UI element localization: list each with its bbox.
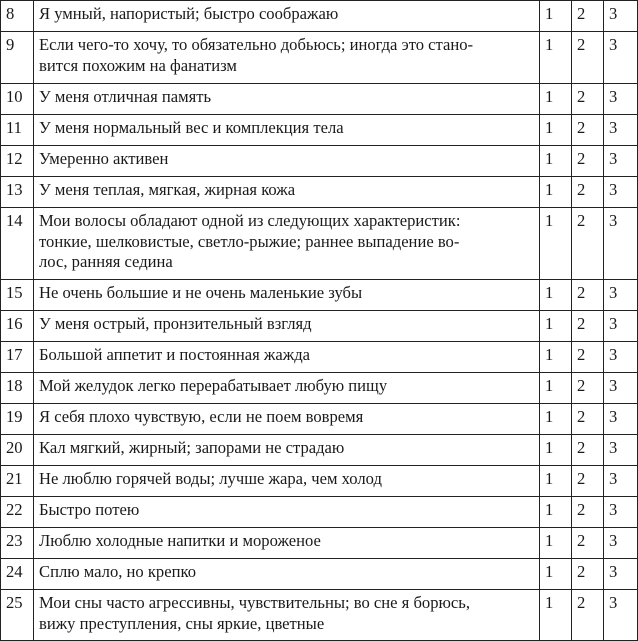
question-number: 12 xyxy=(1,146,34,177)
score-option-1[interactable]: 1 xyxy=(540,342,572,373)
question-text: У меня теплая, мягкая, жирная кожа xyxy=(34,177,540,208)
question-row xyxy=(1,342,638,373)
score-option-1[interactable]: 1 xyxy=(540,32,572,84)
score-option-3[interactable]: 3 xyxy=(604,466,638,497)
question-text: У меня нормальный вес и комплекция тела xyxy=(34,115,540,146)
score-option-1[interactable]: 1 xyxy=(540,466,572,497)
question-text: У меня острый, пронзительный взгляд xyxy=(34,311,540,342)
questionnaire-body xyxy=(1,1,638,641)
score-option-1[interactable]: 1 xyxy=(540,84,572,115)
question-text: Не люблю горячей воды; лучше жара, чем холод xyxy=(34,466,540,497)
question-number: 16 xyxy=(1,311,34,342)
question-row xyxy=(1,115,638,146)
score-option-2[interactable]: 2 xyxy=(572,373,604,404)
question-text: Мои сны часто агрессивны, чувствительны; во сне я борюсь, вижу преступления, сны яркие, цветные xyxy=(34,590,540,641)
question-text: Не очень большие и не очень маленькие зубы xyxy=(34,280,540,311)
question-number: 20 xyxy=(1,435,34,466)
score-option-3[interactable]: 3 xyxy=(604,84,638,115)
score-option-3[interactable]: 3 xyxy=(604,115,638,146)
question-number: 15 xyxy=(1,280,34,311)
score-option-2[interactable]: 2 xyxy=(572,177,604,208)
question-row xyxy=(1,208,638,280)
question-number: 24 xyxy=(1,559,34,590)
question-number: 23 xyxy=(1,528,34,559)
question-text: Мои волосы обладают одной из следующих характеристик: тонкие, шелковистые, светло-рыжие; раннее выпадение во- лос, ранняя седина xyxy=(34,208,540,280)
question-number: 8 xyxy=(1,1,34,32)
score-option-1[interactable]: 1 xyxy=(540,115,572,146)
question-row xyxy=(1,590,638,641)
question-text: Кал мягкий, жирный; запорами не страдаю xyxy=(34,435,540,466)
question-row xyxy=(1,435,638,466)
score-option-3[interactable]: 3 xyxy=(604,311,638,342)
question-number: 14 xyxy=(1,208,34,280)
score-option-1[interactable]: 1 xyxy=(540,528,572,559)
score-option-3[interactable]: 3 xyxy=(604,373,638,404)
question-text: У меня отличная память xyxy=(34,84,540,115)
score-option-3[interactable]: 3 xyxy=(604,32,638,84)
question-row xyxy=(1,1,638,32)
question-text: Мой желудок легко перерабатывает любую пищу xyxy=(34,373,540,404)
score-option-2[interactable]: 2 xyxy=(572,208,604,280)
score-option-2[interactable]: 2 xyxy=(572,311,604,342)
question-row xyxy=(1,146,638,177)
question-text: Большой аппетит и постоянная жажда xyxy=(34,342,540,373)
score-option-3[interactable]: 3 xyxy=(604,280,638,311)
score-option-1[interactable]: 1 xyxy=(540,373,572,404)
score-option-2[interactable]: 2 xyxy=(572,466,604,497)
question-number: 10 xyxy=(1,84,34,115)
question-number: 18 xyxy=(1,373,34,404)
score-option-1[interactable]: 1 xyxy=(540,1,572,32)
score-option-1[interactable]: 1 xyxy=(540,497,572,528)
score-option-1[interactable]: 1 xyxy=(540,435,572,466)
score-option-1[interactable]: 1 xyxy=(540,311,572,342)
score-option-2[interactable]: 2 xyxy=(572,528,604,559)
question-text: Сплю мало, но крепко xyxy=(34,559,540,590)
score-option-1[interactable]: 1 xyxy=(540,177,572,208)
score-option-3[interactable]: 3 xyxy=(604,177,638,208)
score-option-3[interactable]: 3 xyxy=(604,208,638,280)
score-option-1[interactable]: 1 xyxy=(540,404,572,435)
score-option-1[interactable]: 1 xyxy=(540,590,572,641)
question-text: Умеренно активен xyxy=(34,146,540,177)
question-number: 17 xyxy=(1,342,34,373)
question-number: 21 xyxy=(1,466,34,497)
question-row xyxy=(1,373,638,404)
score-option-3[interactable]: 3 xyxy=(604,559,638,590)
score-option-2[interactable]: 2 xyxy=(572,342,604,373)
question-number: 11 xyxy=(1,115,34,146)
score-option-3[interactable]: 3 xyxy=(604,146,638,177)
question-row xyxy=(1,559,638,590)
score-option-3[interactable]: 3 xyxy=(604,1,638,32)
question-number: 13 xyxy=(1,177,34,208)
score-option-1[interactable]: 1 xyxy=(540,559,572,590)
score-option-2[interactable]: 2 xyxy=(572,404,604,435)
question-text: Я себя плохо чувствую, если не поем вовремя xyxy=(34,404,540,435)
score-option-2[interactable]: 2 xyxy=(572,435,604,466)
score-option-3[interactable]: 3 xyxy=(604,590,638,641)
question-number: 25 xyxy=(1,590,34,641)
question-row xyxy=(1,280,638,311)
score-option-2[interactable]: 2 xyxy=(572,590,604,641)
score-option-3[interactable]: 3 xyxy=(604,528,638,559)
score-option-2[interactable]: 2 xyxy=(572,559,604,590)
question-text: Быстро потею xyxy=(34,497,540,528)
question-row xyxy=(1,497,638,528)
score-option-3[interactable]: 3 xyxy=(604,342,638,373)
question-text: Я умный, напористый; быстро соображаю xyxy=(34,1,540,32)
question-row xyxy=(1,528,638,559)
question-row xyxy=(1,84,638,115)
score-option-2[interactable]: 2 xyxy=(572,497,604,528)
score-option-1[interactable]: 1 xyxy=(540,208,572,280)
score-option-1[interactable]: 1 xyxy=(540,146,572,177)
question-row xyxy=(1,32,638,84)
score-option-2[interactable]: 2 xyxy=(572,32,604,84)
score-option-3[interactable]: 3 xyxy=(604,435,638,466)
question-text: Если чего-то хочу, то обязательно добьюсь; иногда это стано- вится похожим на фанатизм xyxy=(34,32,540,84)
question-row xyxy=(1,177,638,208)
score-option-2[interactable]: 2 xyxy=(572,280,604,311)
question-number: 9 xyxy=(1,32,34,84)
score-option-2[interactable]: 2 xyxy=(572,1,604,32)
score-option-3[interactable]: 3 xyxy=(604,497,638,528)
score-option-1[interactable]: 1 xyxy=(540,280,572,311)
question-row xyxy=(1,311,638,342)
question-number: 19 xyxy=(1,404,34,435)
question-row xyxy=(1,466,638,497)
score-option-2[interactable]: 2 xyxy=(572,146,604,177)
score-option-2[interactable]: 2 xyxy=(572,84,604,115)
question-number: 22 xyxy=(1,497,34,528)
question-row xyxy=(1,404,638,435)
score-option-2[interactable]: 2 xyxy=(572,115,604,146)
score-option-3[interactable]: 3 xyxy=(604,404,638,435)
question-text: Люблю холодные напитки и мороженое xyxy=(34,528,540,559)
